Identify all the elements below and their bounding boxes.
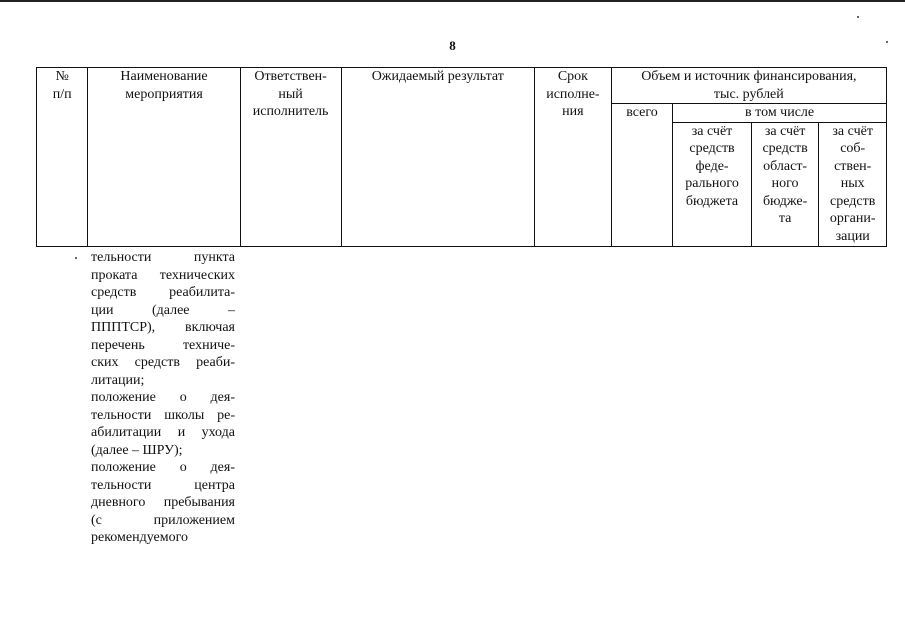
scan-speck (886, 41, 888, 43)
col-responsible-header: Ответствен- ный исполнитель (240, 68, 341, 247)
text-line: (далее – ШРУ); (91, 442, 183, 458)
col-result-header: Ожидаемый результат (341, 68, 535, 247)
col-term-header: Срок исполне- ния (535, 68, 612, 247)
col-including-header: в том числе (673, 104, 887, 123)
col-own-funds-header: за счёт соб- ствен- ных средств органи- зации (819, 122, 887, 246)
text-line: положение о дея- (91, 460, 235, 475)
text-line: тельности школы ре- (91, 407, 235, 423)
text-line: дневного пребывания (91, 495, 235, 510)
text-line: перечень техниче- (91, 337, 235, 353)
text-line: рекомендуемого (91, 530, 189, 545)
text-line: ских средств реаби- (91, 355, 235, 370)
scan-speck (75, 257, 77, 259)
text-line: тельности центра (91, 477, 235, 493)
col-federal-header: за счёт средств феде- рального бюджета (673, 122, 752, 246)
page-top-edge (0, 0, 905, 2)
text-line: абилитации и ухода (91, 425, 235, 440)
measure-name-continuation (91, 249, 235, 547)
text-line: ции (далее – (91, 302, 235, 318)
text-line: ПППТСР), включая (91, 320, 235, 335)
plan-table-header (36, 67, 887, 247)
col-name-header: Наименование мероприятия (88, 68, 240, 247)
col-number-header: № п/п (37, 68, 88, 247)
col-total-header: всего (611, 104, 673, 247)
text-line: литации; (91, 372, 145, 388)
text-line: тельности пункта (91, 250, 235, 265)
page-number: 8 (449, 38, 456, 53)
col-regional-header: за счёт средств област- ного бюдже- та (751, 122, 819, 246)
col-financing-header: Объем и источник финансирования, тыс. рублей (611, 68, 886, 104)
scan-speck (857, 16, 859, 18)
text-line: проката технических (91, 267, 235, 283)
text-line: (с приложением (91, 512, 235, 528)
text-line: положение о дея- (91, 390, 235, 405)
text-line: средств реабилита- (91, 285, 235, 300)
